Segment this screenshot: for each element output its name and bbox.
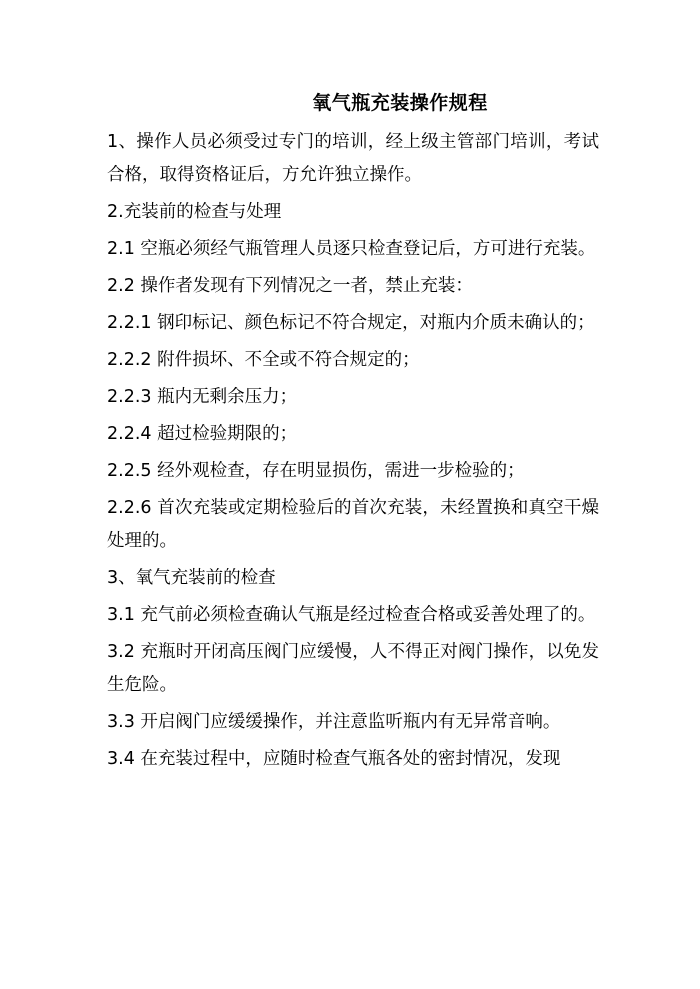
paragraph: 3.1 充气前必须检查确认气瓶是经过检查合格或妥善处理了的。 <box>107 605 596 625</box>
paragraph: 3.2 充瓶时开闭高压阀门应缓慢，人不得正对阀门操作，以免发生危险。 <box>107 642 599 695</box>
paragraph: 2.2.2 附件损坏、不全或不符合规定的； <box>107 350 420 370</box>
paragraph: 2.充装前的检查与处理 <box>107 202 282 222</box>
document-body <box>107 126 599 780</box>
paragraph: 3.4 在充装过程中，应随时检查气瓶各处的密封情况，发现 <box>107 749 561 769</box>
paragraph: 2.2.1 钢印标记、颜色标记不符合规定，对瓶内介质未确认的； <box>107 313 595 333</box>
paragraph: 2.1 空瓶必须经气瓶管理人员逐只检查登记后，方可进行充装。 <box>107 239 596 259</box>
paragraph: 2.2.6 首次充装或定期检验后的首次充装，未经置换和真空干燥处理的。 <box>107 498 599 551</box>
paragraph: 3.3 开启阀门应缓缓操作，并注意监听瓶内有无异常音响。 <box>107 712 561 732</box>
paragraph: 1、操作人员必须受过专门的培训，经上级主管部门培训，考试合格，取得资格证后，方允许独立操作。 <box>107 132 599 185</box>
paragraph: 2.2.5 经外观检查，存在明显损伤，需进一步检验的； <box>107 461 525 481</box>
paragraph: 3、氧气充装前的检查 <box>107 568 276 588</box>
paragraph: 2.2 操作者发现有下列情况之一者，禁止充装： <box>107 276 473 296</box>
document-title: 氧气瓶充装操作规程 <box>312 92 488 114</box>
paragraph: 2.2.3 瓶内无剩余压力； <box>107 387 298 407</box>
paragraph: 2.2.4 超过检验期限的； <box>107 424 298 444</box>
